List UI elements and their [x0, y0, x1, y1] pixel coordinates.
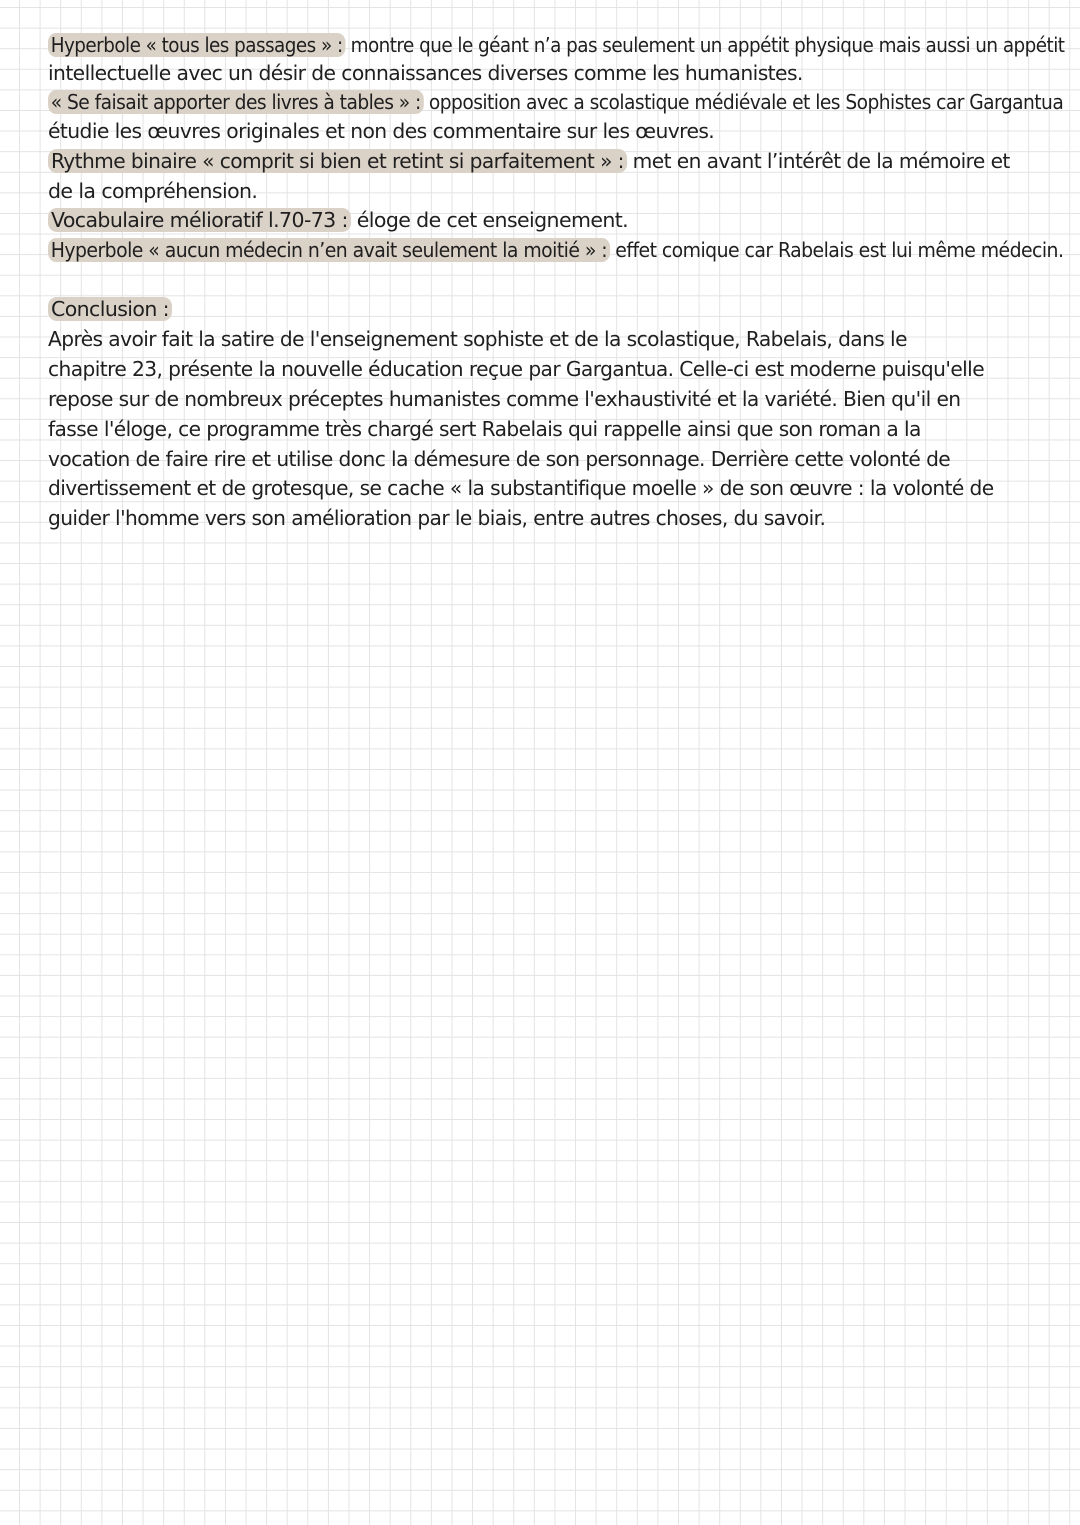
conclusion-line-7 — [48, 504, 825, 532]
note-highlight: Vocabulaire mélioratif l.70-73 : — [48, 208, 351, 232]
note-text: opposition avec a scolastique médiévale et les Sophistes car Gargantua — [423, 90, 1064, 114]
conclusion-line-3 — [48, 385, 960, 413]
note-line-1 — [48, 31, 1064, 59]
conclusion-heading-line — [48, 295, 172, 323]
conclusion-text: vocation de faire rire et utilise donc la démesure de son personnage. Derrière cette volonté de — [48, 447, 951, 471]
note-highlight: Hyperbole « tous les passages » : — [48, 33, 345, 57]
conclusion-text: repose sur de nombreux préceptes humanistes comme l'exhaustivité et la variété. Bien qu'il en — [48, 387, 961, 411]
note-highlight: « Se faisait apporter des livres à tables » : — [48, 90, 423, 114]
note-highlight: Rythme binaire « comprit si bien et retint si parfaitement » : — [48, 149, 627, 173]
note-text: effet comique car Rabelais est lui même médecin. — [609, 238, 1064, 262]
note-text: intellectuelle avec un désir de connaissances diverses comme les humanistes. — [48, 61, 803, 85]
conclusion-line-5 — [48, 445, 950, 473]
note-text: met en avant l’intérêt de la mémoire et — [626, 149, 1010, 173]
note-text: montre que le géant n’a pas seulement un appétit physique mais aussi un appétit — [345, 33, 1065, 57]
note-line-3 — [48, 88, 1063, 116]
conclusion-heading: Conclusion : — [48, 297, 172, 321]
note-text: étudie les œuvres originales et non des commentaire sur les œuvres. — [48, 119, 715, 143]
conclusion-text: Après avoir fait la satire de l'enseignement sophiste et de la scolastique, Rabelais, dans le — [48, 327, 907, 351]
note-line-7 — [48, 206, 628, 234]
conclusion-line-4 — [48, 415, 921, 443]
conclusion-text: chapitre 23, présente la nouvelle éducation reçue par Gargantua. Celle-ci est moderne puisqu'elle — [48, 357, 985, 381]
conclusion-text: guider l'homme vers son amélioration par le biais, entre autres choses, du savoir. — [48, 506, 826, 530]
note-line-5 — [48, 147, 1010, 175]
note-text: de la compréhension. — [48, 179, 258, 203]
conclusion-line-6 — [48, 474, 994, 502]
note-line-8 — [48, 236, 1063, 264]
conclusion-line-2 — [48, 355, 984, 383]
note-highlight: Hyperbole « aucun médecin n’en avait seulement la moitié » : — [48, 238, 610, 262]
note-line-6 — [48, 177, 257, 205]
note-line-2 — [48, 59, 803, 87]
conclusion-text: fasse l'éloge, ce programme très chargé sert Rabelais qui rappelle ainsi que son roman a la — [48, 417, 921, 441]
note-line-4 — [48, 117, 714, 145]
conclusion-line-1 — [48, 325, 907, 353]
conclusion-text: divertissement et de grotesque, se cache « la substantifique moelle » de son œuvre : la volonté de — [48, 476, 994, 500]
note-text: éloge de cet enseignement. — [350, 208, 629, 232]
